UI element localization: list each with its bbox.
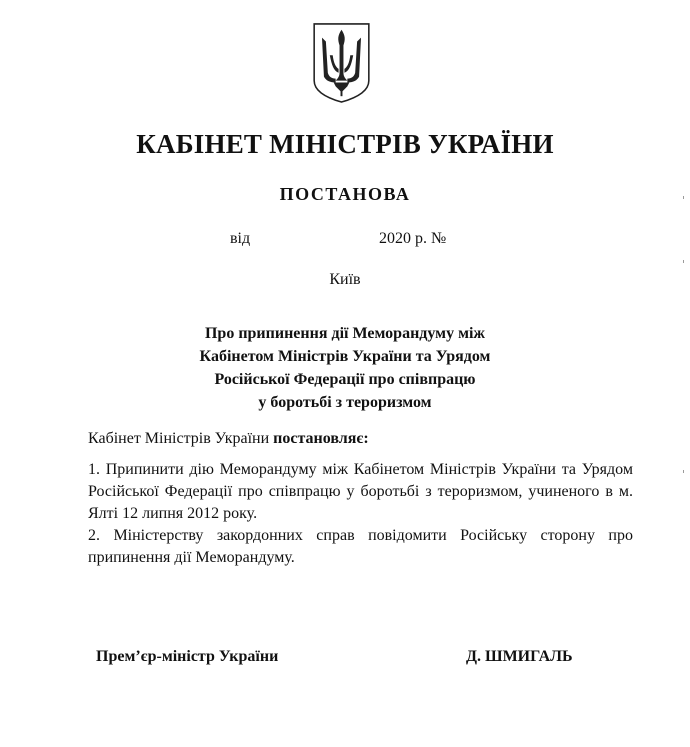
title-line: Російської Федерації про співпрацю [214, 371, 476, 388]
scan-margin-mark [683, 260, 684, 263]
decree-heading: ПОСТАНОВА [279, 184, 411, 204]
scan-margin-mark [683, 196, 684, 199]
intro-text: Кабінет Міністрів України [88, 430, 270, 447]
item-1-paragraph: 1. Припинити дію Меморандуму між Кабінетом Міністрів України та Урядом Російської Федерації про співпрацю у боротьбі з тероризмом, учиненого в м. Ялті 12 липня 2012 року. [88, 461, 633, 522]
date-line [0, 230, 690, 252]
signatory-name: Д. ШМИГАЛЬ [466, 648, 573, 665]
city-label: Київ [329, 271, 361, 288]
decree-title [0, 322, 690, 414]
title-line: у боротьбі з тероризмом [258, 394, 432, 411]
signatory-position: Прем’єр-міністр України [96, 648, 279, 665]
intro-paragraph [88, 428, 633, 450]
title-line: Кабінетом Міністрів України та Урядом [199, 348, 491, 365]
scan-margin-mark [683, 470, 684, 473]
trident-emblem-icon [312, 22, 371, 104]
item-2-paragraph: 2. Міністерству закордонних справ повідомити Російську сторону про припинення дії Меморандуму. [88, 527, 633, 566]
date-from-label: від [230, 230, 251, 247]
date-year-number: 2020 р. № [379, 230, 447, 247]
cabinet-heading: КАБІНЕТ МІНІСТРІВ УКРАЇНИ [136, 129, 554, 159]
title-line: Про припинення дії Меморандуму між [204, 325, 486, 342]
intro-bold-text: постановляє: [273, 430, 369, 447]
